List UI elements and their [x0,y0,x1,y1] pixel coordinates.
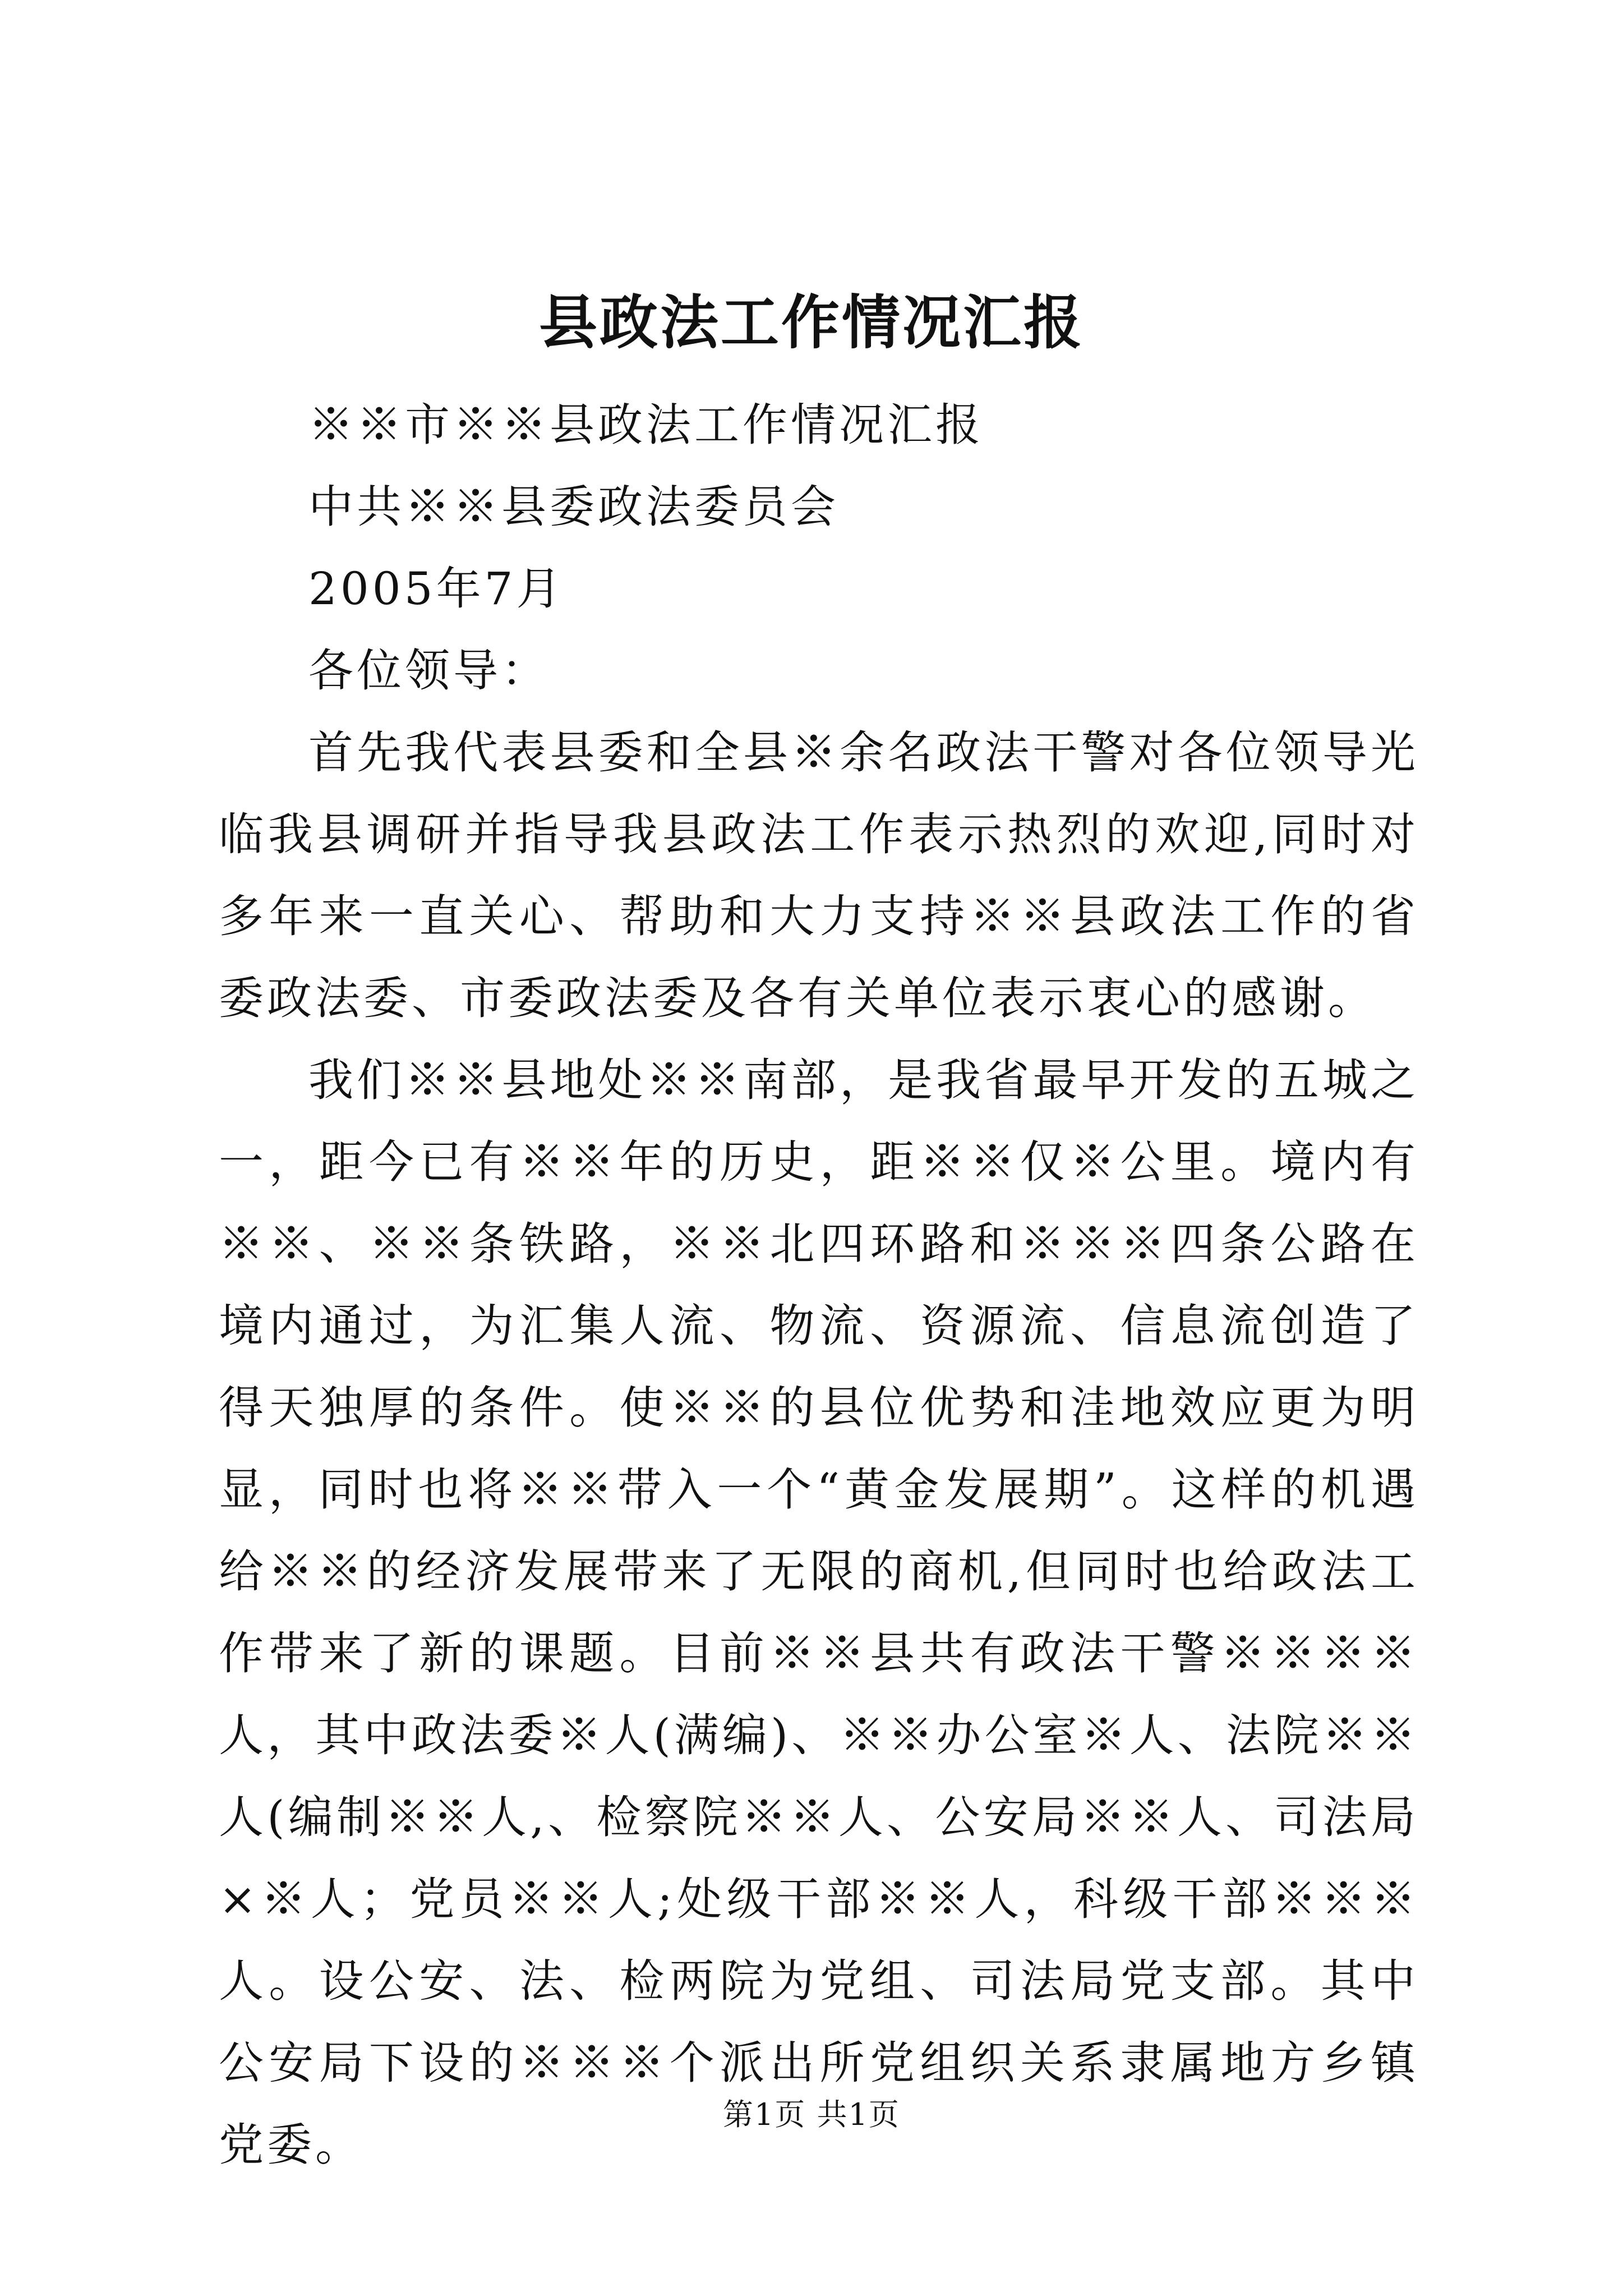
report-subtitle: ※※市※※县政法工作情况汇报 [308,399,984,451]
issuing-organization: 中共※※县委政法委员会 [308,481,839,533]
page-footer: 第1页 共1页 [723,2097,900,2132]
document-body [219,384,1419,2186]
paragraph-county-overview: 我们※※县地处※※南部，是我省最早开发的五城之一，距今已有※※年的历史，距※※仅※公里。境内有※※、※※条铁路，※※北四环路和※※※四条公路在境内通过，为汇集人流、物流、资源流、信息流创造了得天独厚的条件。使※※的县位优势和洼地效应更为明显，同时也将※※带入一个“黄金发展期”。这样的机遇给※※的经济发展带来了无限的商机,但同时也给政法工作带来了新的课题。目前※※县共有政法干警※※※※人，其中政法委※人(满编)、※※办公室※人、法院※※人(编制※※人,、检察院※※人、公安局※※人、司法局×※人；党员※※人;处级干部※※人，科级干部※※※人。设公安、法、检两院为党组、司法局党支部。其中公安局下设的※※※个派出所党组织关系隶属地方乡镇党委。 [219,1054,1419,2171]
document-title: 县政法工作情况汇报 [538,288,1084,357]
paragraph-welcome: 首先我代表县委和全县※余名政法干警对各位领导光临我县调研并指导我县政法工作表示热烈的欢迎,同时对多年来一直关心、帮助和大力支持※※县政法工作的省委政法委、市委政法委及各有关单位表示衷心的感谢。 [219,726,1419,1024]
salutation: 各位领导： [308,645,550,697]
report-date: 2005年7月 [308,563,565,615]
